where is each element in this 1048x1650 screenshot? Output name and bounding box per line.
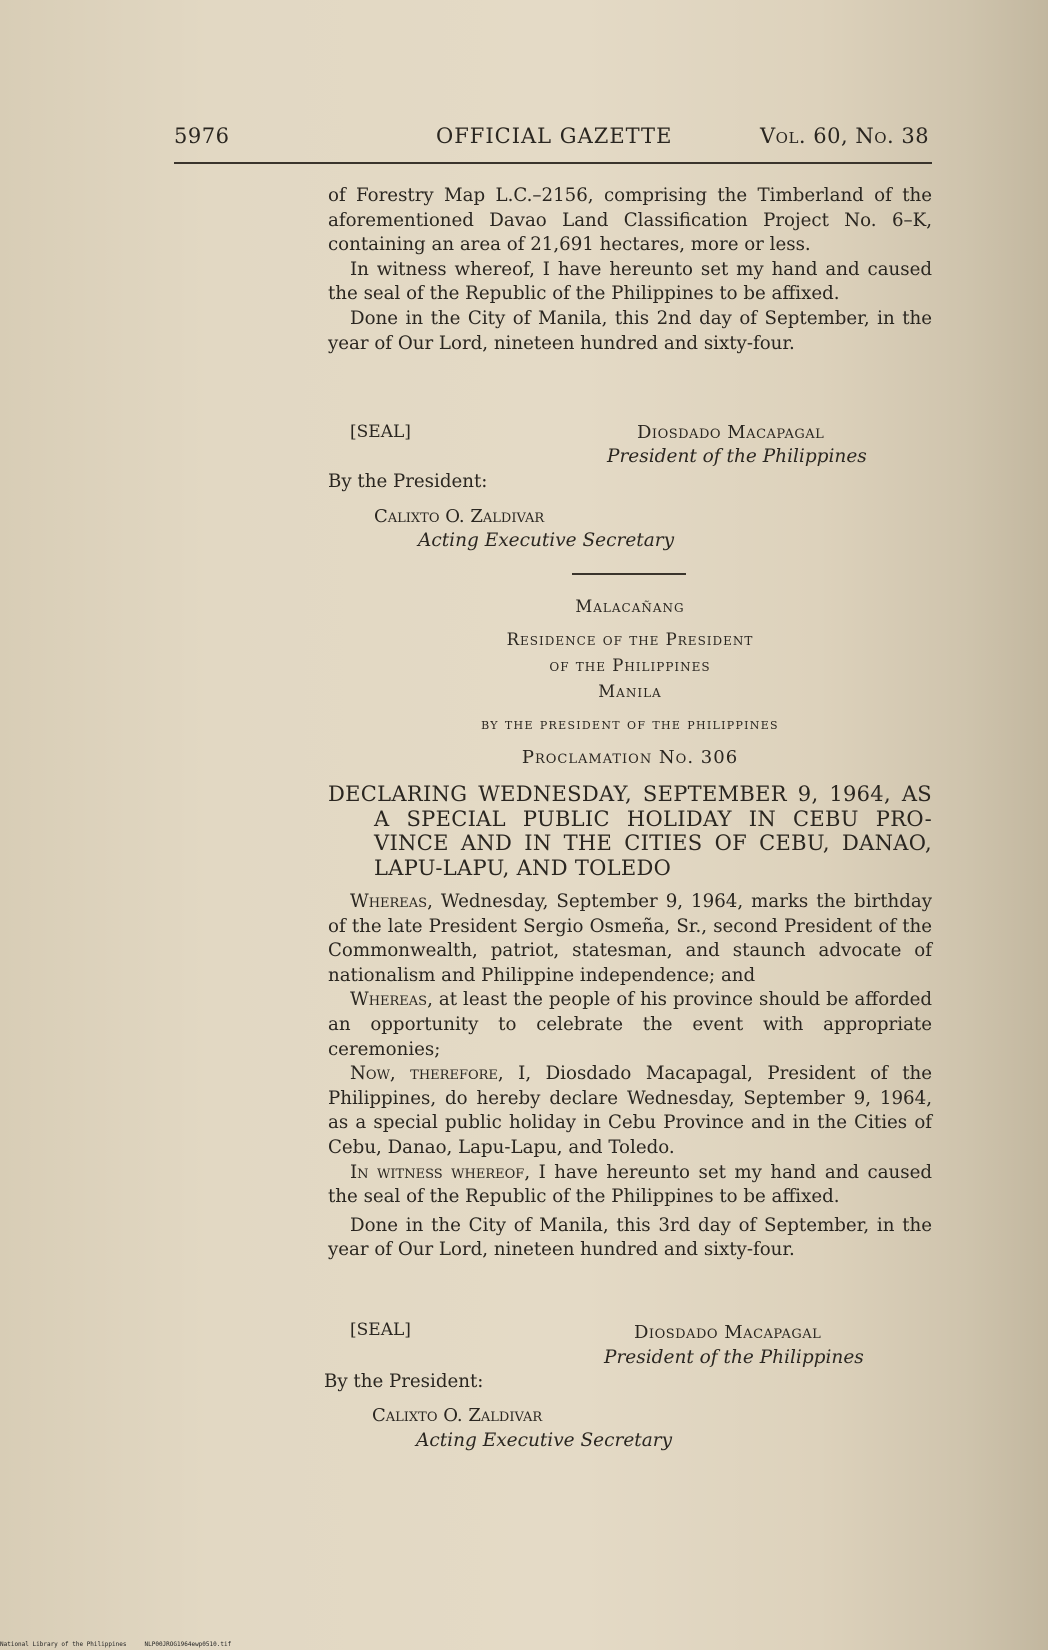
- secretary-title: Acting Executive Secretary: [418, 530, 675, 551]
- done-paragraph: Done in the City of Manila, this 2nd day of September, in the year of Our Lord, nineteen hundred and sixty-four.: [328, 307, 932, 354]
- section-divider: [572, 573, 686, 575]
- witness-paragraph: In witness whereof, I have hereunto set my hand and caused the seal of the Republic of the Philippines to be affixed.: [328, 258, 932, 305]
- secretary-name: Calixto O. Zaldivar: [374, 506, 545, 527]
- witness-lead: In witness whereof,: [350, 1161, 531, 1183]
- whereas-lead: Whereas,: [350, 891, 433, 912]
- page-number: 5976: [174, 124, 230, 148]
- title-line: A SPECIAL PUBLIC HOLIDAY IN CEBU PRO-: [374, 806, 932, 831]
- proclamation-title: [328, 782, 932, 880]
- now-therefore-lead: Now, therefore,: [350, 1063, 504, 1085]
- by-the-president: By the President:: [324, 1371, 484, 1392]
- residence-line-1: Residence of the President: [506, 630, 754, 649]
- previous-proclamation-text: [328, 184, 932, 356]
- whereas-paragraph-2: [328, 988, 932, 1062]
- whereas-text: at least the people of his province should be afforded an opportunity to celebrate the event with appropriate ceremonies;: [328, 989, 932, 1060]
- by-the-president: By the President:: [328, 471, 488, 492]
- residence-line-2: of the Philippines: [549, 656, 711, 675]
- done-paragraph: Done in the City of Manila, this 3rd day of September, in the year of Our Lord, nineteen hundred and sixty-four.: [328, 1214, 932, 1261]
- city-heading: Manila: [598, 682, 662, 701]
- proclamation-number: Proclamation No. 306: [521, 747, 739, 768]
- footer-library: National Library of the Philippines: [0, 1641, 127, 1648]
- now-therefore-paragraph: [328, 1062, 932, 1160]
- scan-footer: [0, 1641, 231, 1648]
- publication-title: OFFICIAL GAZETTE: [436, 124, 673, 148]
- footer-file: NLP00JROG1964ewp0510.tif: [144, 1641, 232, 1648]
- title-line: VINCE AND IN THE CITIES OF CEBU, DANAO,: [374, 831, 932, 855]
- whereas-paragraph-1: [328, 890, 932, 988]
- volume-number: Vol. 60, No. 38: [760, 124, 930, 148]
- now-therefore-text: I, Diosdado Macapagal, President of the Philippines, do hereby declare Wednesday, September 9, 1964, as a special public holiday in Cebu Province and in the Cities of Cebu, Danao, Lapu-Lapu, and Toledo.: [328, 1063, 933, 1158]
- signatory-name: Diosdado Macapagal: [634, 1322, 822, 1343]
- signatory-title: President of the Philippines: [607, 446, 867, 467]
- signatory-name: Diosdado Macapagal: [637, 422, 825, 443]
- title-line: DECLARING WEDNESDAY, SEPTEMBER 9, 1964, AS: [328, 782, 932, 806]
- continued-paragraph: of Forestry Map L.C.–2156, comprising the Timberland of the aforementioned Davao Land Classification Project No. 6–K, containing an area of 21,691 hectares, more or less.: [328, 185, 932, 256]
- seal-label: [SEAL]: [350, 1320, 411, 1340]
- by-the-president-heading: by the president of the philippines: [481, 715, 779, 733]
- header-rule: [174, 162, 932, 164]
- secretary-title: Acting Executive Secretary: [416, 1430, 673, 1451]
- whereas-lead: Whereas,: [350, 989, 433, 1011]
- malacanang-heading: Malacañang: [575, 597, 685, 616]
- secretary-name: Calixto O. Zaldivar: [372, 1405, 543, 1426]
- witness-paragraph: [328, 1161, 932, 1210]
- title-line: LAPU-LAPU, AND TOLEDO: [374, 855, 672, 880]
- whereas-text: Wednesday, September 9, 1964, marks the birthday of the late President Sergio Osmeña, Sr., second President of the Commonwealth, patriot, statesman, and staunch advocate of nationalism and Philippine independence; and: [328, 891, 932, 986]
- seal-label: [SEAL]: [350, 422, 411, 442]
- signatory-title: President of the Philippines: [604, 1347, 864, 1368]
- witness-text: I have hereunto set my hand and caused the seal of the Republic of the Philippines to be affixed.: [328, 1161, 933, 1208]
- proclamation-body: [328, 890, 932, 1263]
